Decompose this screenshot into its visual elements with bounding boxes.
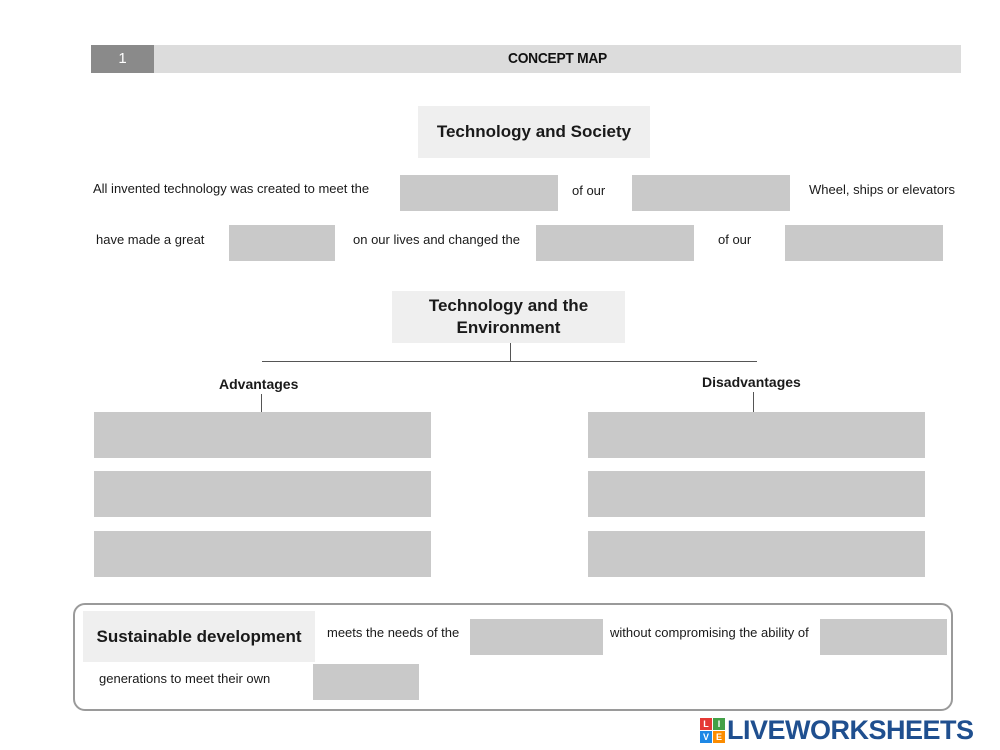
connector-horizontal — [262, 361, 757, 362]
environment-title — [392, 291, 625, 343]
logo-tiles-icon — [700, 718, 725, 743]
blank-impact[interactable] — [229, 225, 335, 261]
disadvantage-blank-3[interactable] — [588, 531, 925, 577]
blank-society[interactable] — [632, 175, 790, 211]
society-title: Technology and Society — [418, 106, 650, 158]
society-row1-text-a: All invented technology was created to meet the — [93, 181, 370, 196]
logo-tile: I — [713, 718, 725, 730]
society-row2-text-b: on our lives and changed the — [353, 232, 520, 247]
blank-needs[interactable] — [400, 175, 558, 211]
sustainable-text-a: meets the needs of the — [327, 625, 460, 640]
society-row1-text-b: of our — [572, 183, 606, 198]
sustainable-text-b: without compromising the ability of — [610, 625, 809, 640]
environment-title-line1: Technology and the — [428, 296, 589, 315]
sustainable-text-c: generations to meet their own — [99, 671, 271, 686]
logo-tile: V — [700, 731, 712, 743]
page-title: CONCEPT MAP — [508, 50, 607, 67]
society-row2-text-c: of our — [718, 232, 752, 247]
advantage-blank-2[interactable] — [94, 471, 431, 517]
page-number: 1 — [91, 45, 154, 73]
society-row1-text-c: Wheel, ships or elevators — [809, 182, 955, 197]
disadvantage-blank-1[interactable] — [588, 412, 925, 458]
blank-lives[interactable] — [785, 225, 943, 261]
logo-tile: E — [713, 731, 725, 743]
logo-wordmark: LIVEWORKSHEETS — [727, 714, 974, 745]
advantage-blank-1[interactable] — [94, 412, 431, 458]
blank-present[interactable] — [470, 619, 603, 655]
blank-way[interactable] — [536, 225, 694, 261]
disadvantages-connector — [753, 392, 754, 412]
disadvantages-label: Disadvantages — [702, 374, 801, 390]
environment-title-line2: Environment — [456, 318, 561, 337]
advantage-blank-3[interactable] — [94, 531, 431, 577]
blank-needs-own[interactable] — [313, 664, 419, 700]
liveworksheets-logo[interactable] — [700, 716, 974, 744]
connector-vertical — [510, 343, 511, 361]
disadvantage-blank-2[interactable] — [588, 471, 925, 517]
advantages-connector — [261, 394, 262, 412]
society-row2-text-a: have made a great — [96, 232, 205, 247]
advantages-label: Advantages — [219, 376, 299, 392]
blank-future[interactable] — [820, 619, 947, 655]
logo-tile: L — [700, 718, 712, 730]
sustainable-title: Sustainable development — [96, 627, 302, 646]
